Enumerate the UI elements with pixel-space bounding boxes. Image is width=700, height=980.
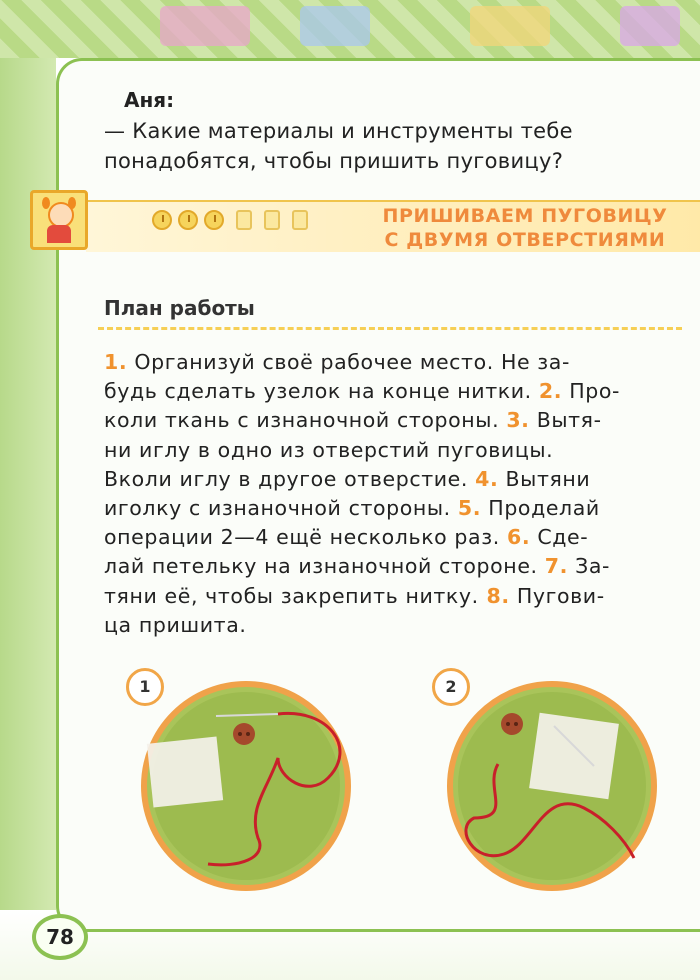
lesson-header-band (30, 190, 680, 258)
step-text: операции 2—4 ещё несколько раз. (104, 525, 507, 550)
fabric-button-thread-illustration (128, 668, 352, 892)
plan-line (104, 611, 684, 640)
plan-line (104, 406, 684, 435)
step-text: иголку с изнаночной стороны. (104, 496, 458, 521)
difficulty-indicators (152, 210, 308, 230)
speaker-name: Аня: (124, 88, 175, 112)
step-text: ца пришита. (104, 612, 247, 637)
scissors-icon (470, 6, 550, 46)
dialogue-quote (104, 116, 684, 176)
step-text: Вытя- (529, 408, 602, 433)
plan-line (104, 523, 684, 552)
section-divider (98, 327, 682, 330)
step-number: 6. (506, 525, 531, 550)
step-text: коли ткань с изнаночной стороны. (104, 408, 507, 433)
step-label: 2 (432, 668, 470, 706)
fabric-button-needle-illustration (434, 668, 658, 892)
step-number: 3. (506, 408, 530, 433)
thread-spool-icon (300, 6, 370, 46)
clock-icon (204, 210, 224, 230)
step-text: Про- (562, 379, 621, 404)
section-title: План работы (104, 296, 255, 320)
step-text: Организуй своё рабочее место. Не за- (127, 350, 570, 374)
step-text: тяни её, чтобы закрепить нитку. (104, 583, 479, 608)
top-decorative-strip (0, 0, 700, 58)
work-plan-text (104, 348, 684, 640)
lesson-title-line: ПРИШИВАЕМ ПУГОВИЦУ (382, 205, 668, 227)
step-number: 4. (475, 466, 499, 491)
step-number: 1. (104, 350, 128, 374)
step-text: Вколи иглу в другое отверстие. (104, 466, 476, 491)
step-number: 5. (457, 496, 482, 521)
girl-character-icon (30, 190, 88, 250)
plan-line (104, 436, 684, 465)
step-text: ни иглу в одно из отверстий пуговицы. (104, 437, 554, 462)
plan-line (104, 377, 684, 406)
step-text: Пугови- (509, 583, 605, 608)
lesson-title (370, 204, 680, 252)
lesson-title-line: С ДВУМЯ ОТВЕРСТИЯМИ (384, 229, 666, 251)
plan-line (104, 494, 684, 523)
step-label: 1 (126, 668, 164, 706)
step-text: Сде- (530, 525, 589, 550)
weight-icon (292, 210, 308, 230)
step-text: За- (568, 554, 611, 579)
clock-icon (152, 210, 172, 230)
quote-line: понадобятся, чтобы пришить пуговицу? (104, 149, 564, 173)
step-text: лай петельку на изнаночной стороне. (104, 554, 545, 579)
quote-line: — Какие материалы и инструменты тебе (104, 119, 573, 143)
illustration-step-1 (128, 668, 352, 892)
step-number: 8. (478, 583, 510, 608)
step-number: 2. (538, 379, 563, 404)
thread-spool-icon (160, 6, 250, 46)
clock-icon (178, 210, 198, 230)
plan-line (104, 552, 684, 581)
step-text: Проделай (481, 496, 600, 521)
thread-spool-icon (620, 6, 680, 46)
illustration-step-2 (434, 668, 658, 892)
plan-line (104, 465, 684, 494)
page-number: 78 (32, 914, 88, 960)
plan-line (104, 348, 684, 377)
step-number: 7. (544, 554, 569, 579)
step-text: Вытяни (498, 466, 591, 491)
weight-icon (236, 210, 252, 230)
weight-icon (264, 210, 280, 230)
plan-line (104, 582, 684, 611)
step-text: будь сделать узелок на конце нитки. (104, 379, 539, 404)
